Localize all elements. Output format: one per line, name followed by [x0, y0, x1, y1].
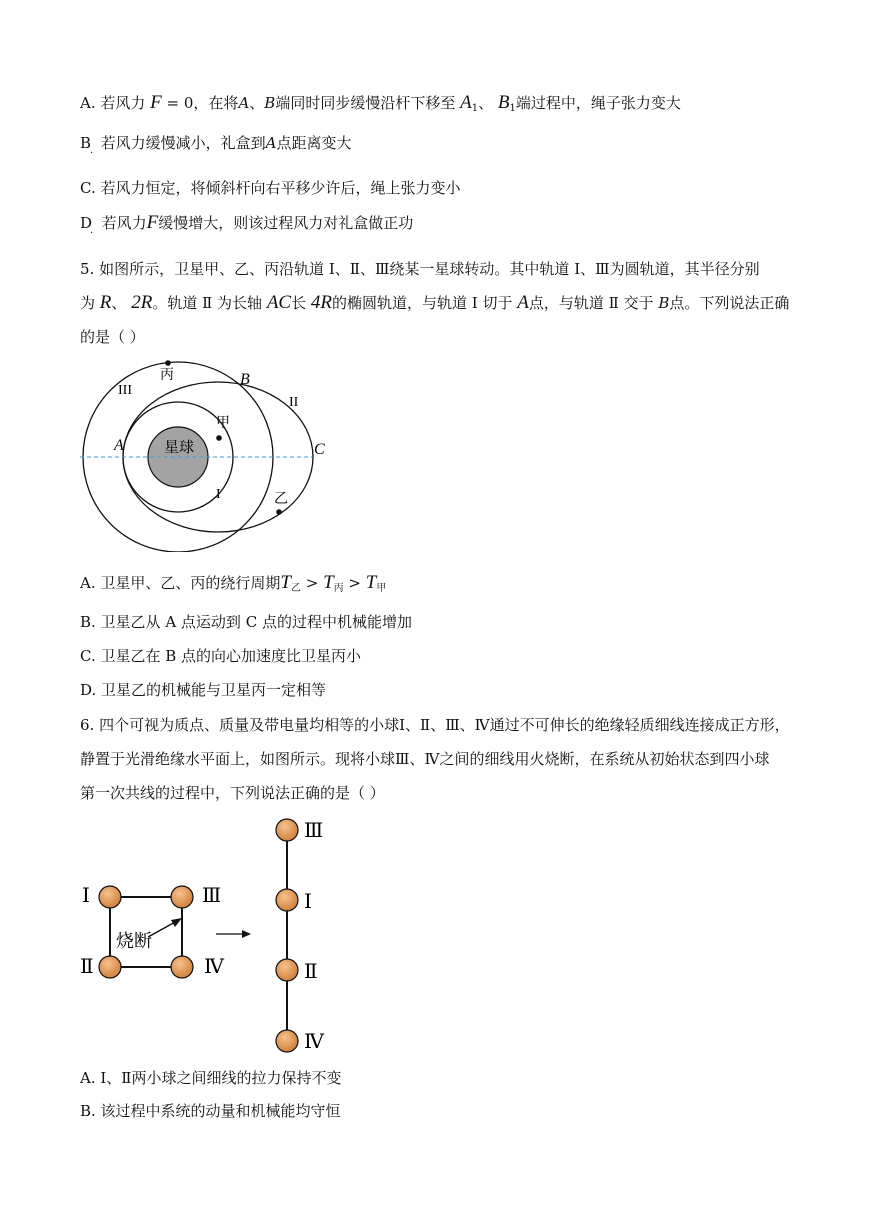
chain-label-iv: Ⅳ	[304, 1031, 324, 1053]
label-jia: 甲	[216, 416, 230, 431]
label-point-a: A	[114, 437, 124, 454]
satellite-bing	[165, 360, 171, 366]
label-ball-ii: Ⅱ	[80, 956, 94, 978]
label-point-b: B	[240, 371, 250, 388]
chain-label-ii: Ⅱ	[304, 961, 318, 983]
chain-ball-iii	[276, 819, 298, 841]
q6-option-a: A. Ⅰ、Ⅱ两小球之间细线的拉力保持不变	[80, 1069, 342, 1087]
satellite-yi	[276, 509, 282, 515]
label-orbit-i: I	[216, 487, 221, 502]
transition-arrowhead	[242, 930, 251, 938]
q5-option-a: A. 卫星甲、乙、丙的绕行周期$T_乙 > T_丙 > T_甲$	[80, 572, 387, 594]
q5-option-d: D. 卫星乙的机械能与卫星丙一定相等	[80, 681, 327, 699]
label-point-c: C	[314, 441, 325, 458]
label-ball-iv: Ⅳ	[204, 956, 224, 978]
q5-option-c: C. 卫星乙在 B 点的向心加速度比卫星丙小	[80, 647, 362, 665]
q4-option-b: B 若风力缓慢减小，礼盒到A点距离变大	[80, 134, 352, 152]
burn-label: 烧断	[116, 931, 152, 951]
q5-stem-line-1: 5. 如图所示，卫星甲、乙、丙沿轨道 Ⅰ、Ⅱ、Ⅲ绕某一星球转动。其中轨道 Ⅰ、Ⅲ为圆轨道，其半径分别	[80, 260, 760, 278]
label-ball-iii: Ⅲ	[202, 885, 222, 907]
ball-i	[99, 886, 121, 908]
chain-ball-i	[276, 889, 298, 911]
chain-label-iii: Ⅲ	[304, 820, 324, 842]
label-ball-i: Ⅰ	[82, 885, 90, 907]
ball-ii	[99, 956, 121, 978]
q4-option-d: D 若风力F缓慢增大，则该过程风力对礼盒做正功	[80, 212, 414, 233]
label-bing: 丙	[160, 368, 174, 383]
q6-stem-line-2: 静置于光滑绝缘水平面上，如图所示。现将小球Ⅲ、Ⅳ之间的细线用火烧断，在系统从初始状态到四小球	[80, 750, 770, 768]
q4-option-a: A. 若风力 F = 0，在将A、B端同时同步缓慢沿杆下移至 $A_1$、 $B_1$端过程中，绳子张力变大	[80, 92, 681, 114]
burn-arrow	[148, 921, 177, 937]
q6-option-b: B. 该过程中系统的动量和机械能均守恒	[80, 1102, 341, 1120]
balls-diagram	[70, 810, 360, 1060]
planet-label: 星球	[164, 440, 195, 456]
chain-label-i: Ⅰ	[304, 891, 312, 913]
dot-mark: ·	[90, 148, 94, 159]
satellite-jia	[216, 435, 222, 441]
orbit-diagram	[70, 352, 340, 552]
chain-ball-ii	[276, 959, 298, 981]
q5-stem-line-2: 为 R、 2R。轨道 Ⅱ 为长轴 AC长 4R的椭圆轨道，与轨道 Ⅰ 切于 A点，与轨道 Ⅱ 交于 B点。下列说法正确	[80, 292, 790, 313]
label-orbit-iii: III	[118, 383, 132, 398]
label-yi: 乙	[274, 492, 288, 507]
q6-stem-line-1: 6. 四个可视为质点、质量及带电量均相等的小球Ⅰ、Ⅱ、Ⅲ、Ⅳ通过不可伸长的绝缘轻质细线连接成正方形，	[80, 716, 790, 734]
ball-iii	[171, 886, 193, 908]
label-orbit-ii: II	[289, 395, 299, 410]
q5-stem-line-3: 的是（ ）	[80, 328, 145, 346]
ball-iv	[171, 956, 193, 978]
q5-option-b: B. 卫星乙从 A 点运动到 C 点的过程中机械能增加	[80, 613, 412, 631]
q6-stem-line-3: 第一次共线的过程中，下列说法正确的是（ ）	[80, 784, 385, 802]
dot-mark: ·	[90, 228, 94, 239]
chain-ball-iv	[276, 1030, 298, 1052]
q4-option-c: C. 若风力恒定，将倾斜杆向右平移少许后，绳上张力变小	[80, 179, 461, 197]
burn-arrowhead	[171, 918, 182, 927]
